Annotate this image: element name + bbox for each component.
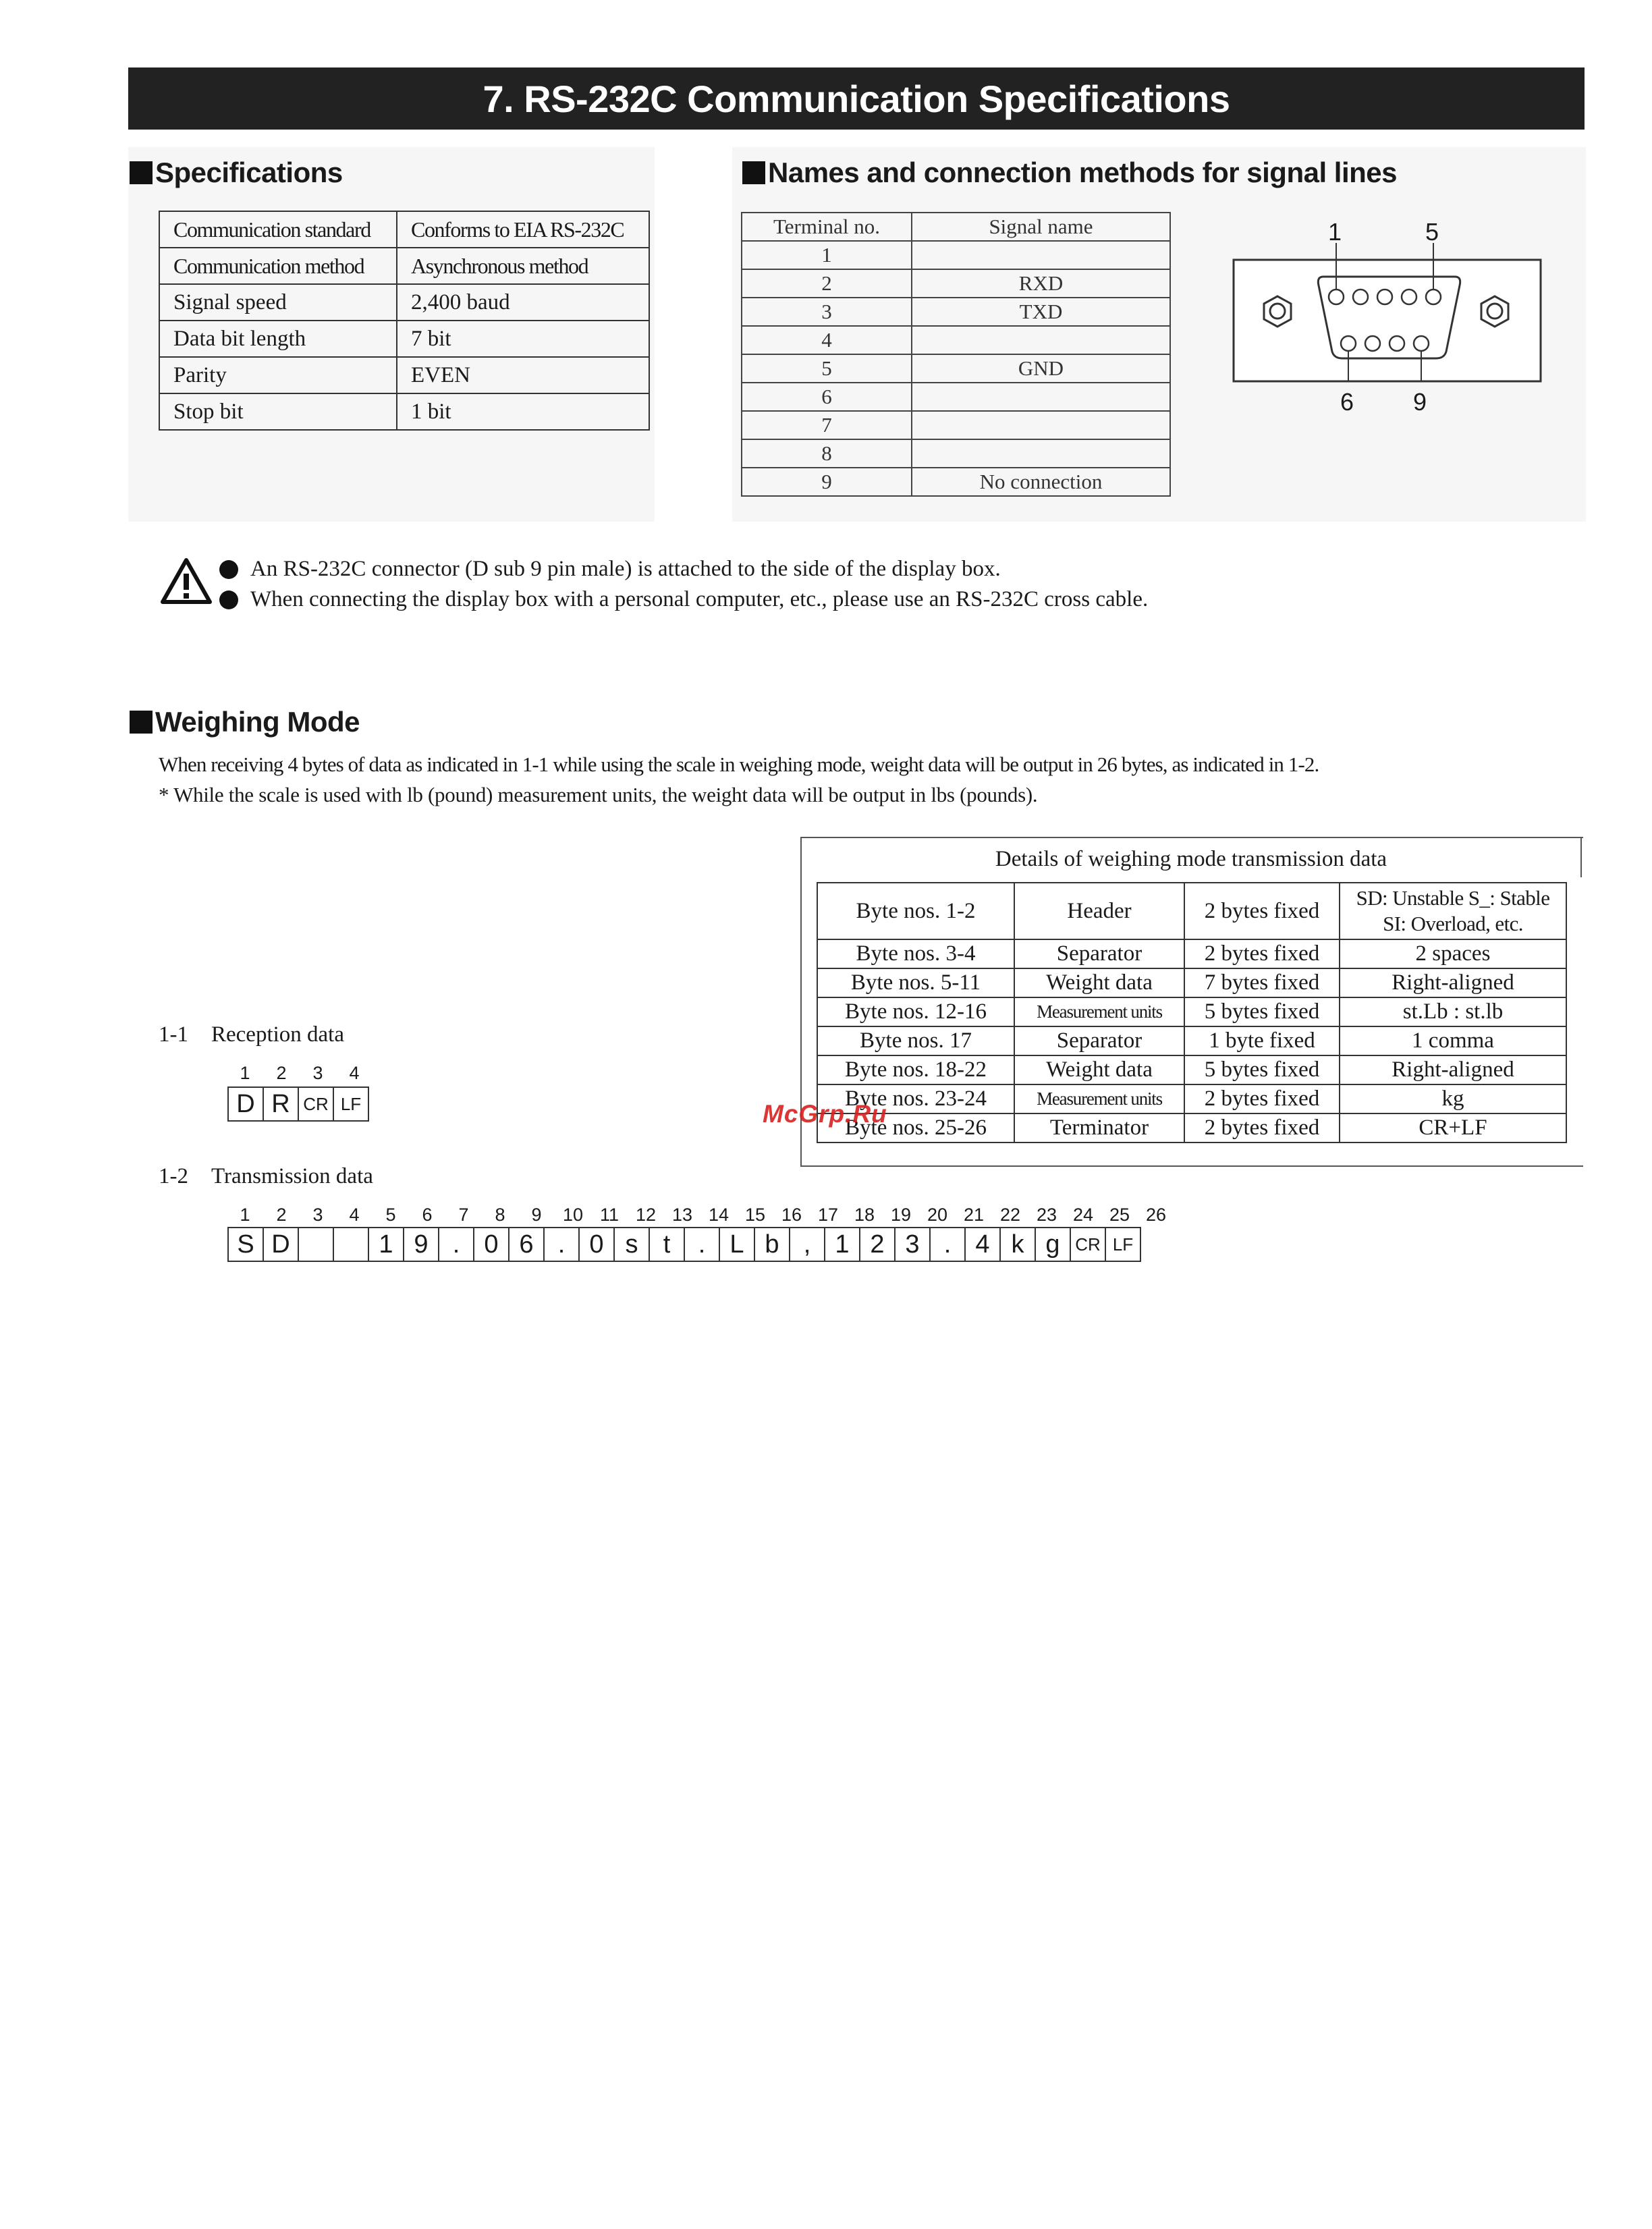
note-item: When connecting the display box with a personal computer, etc., please use an RS-232C cross cable.: [219, 587, 1148, 612]
byte-number: 7: [458, 1205, 469, 1225]
byte-number: 14: [708, 1205, 729, 1225]
byte-number: 22: [999, 1205, 1021, 1225]
byte-cell: 4: [964, 1227, 1001, 1262]
byte-number: 1: [240, 1205, 250, 1225]
title-bar: [128, 67, 1585, 130]
byte-number: 24: [1072, 1205, 1094, 1225]
table-row: 5 GND: [742, 354, 1170, 383]
byte-cell: L: [719, 1227, 755, 1262]
dsub9-connector-diagram: [1227, 219, 1544, 422]
bullet-square-icon: [742, 161, 765, 184]
byte-number: 6: [422, 1205, 433, 1225]
byte-cell: 9: [403, 1227, 439, 1262]
table-row: 6: [742, 383, 1170, 411]
table-row: Parity EVEN: [159, 357, 649, 393]
table-row: Byte nos. 5-11 Weight data 7 bytes fixed Right-aligned: [817, 968, 1566, 997]
bullet-square-icon: [130, 711, 153, 734]
byte-number: 15: [744, 1205, 766, 1225]
byte-number: 4: [349, 1205, 360, 1225]
transmission-byte-numbers: [227, 1205, 1175, 1226]
pin-label-9: 9: [1413, 388, 1427, 416]
byte-number: 5: [385, 1205, 396, 1225]
byte-cell: k: [999, 1227, 1036, 1262]
weighing-mode-note: * While the scale is used with lb (pound) measurement units, the weight data will be output in lbs (pounds).: [159, 783, 1038, 806]
pin-label-5: 5: [1425, 218, 1439, 246]
byte-cell: .: [929, 1227, 966, 1262]
table-row: Byte nos. 17 Separator 1 byte fixed 1 comma: [817, 1026, 1566, 1055]
dsub9-connector-icon: [1227, 219, 1544, 422]
transmission-details-table: [817, 882, 1567, 1143]
byte-number: 11: [599, 1205, 620, 1225]
byte-cell: D: [227, 1086, 264, 1122]
reception-bytes: [229, 1086, 369, 1122]
signals-heading: Names and connection methods for signal lines: [742, 157, 1397, 189]
byte-number: 21: [963, 1205, 985, 1225]
table-row: Data bit length 7 bit: [159, 321, 649, 357]
table-row: Communication standard Conforms to EIA RS-232C: [159, 211, 649, 248]
byte-cell: 0: [473, 1227, 510, 1262]
table-header-row: Terminal no. Signal name: [742, 213, 1170, 241]
transmission-label: Transmission data: [211, 1164, 373, 1188]
watermark: McGrp.Ru: [763, 1100, 887, 1128]
table-row: Signal speed 2,400 baud: [159, 284, 649, 321]
page-title: 7. RS-232C Communication Specifications: [483, 77, 1230, 120]
bullet-icon: [219, 590, 238, 609]
byte-number: 9: [531, 1205, 542, 1225]
bullet-square-icon: [130, 161, 153, 184]
byte-cell: [333, 1227, 369, 1262]
table-row: Byte nos. 3-4 Separator 2 bytes fixed 2 spaces: [817, 939, 1566, 968]
byte-cell: ,: [789, 1227, 825, 1262]
signal-lines-table: [741, 212, 1171, 497]
byte-cell: s: [613, 1227, 650, 1262]
byte-number: 19: [890, 1205, 912, 1225]
reception-byte-numbers: 1 2 3 4: [240, 1063, 360, 1083]
specifications-table: [159, 211, 650, 431]
byte-number: 25: [1109, 1205, 1130, 1225]
byte-cell: CR: [1070, 1227, 1106, 1262]
byte-cell: .: [684, 1227, 720, 1262]
byte-number: 18: [854, 1205, 875, 1225]
byte-cell: 2: [859, 1227, 896, 1262]
byte-number: 3: [312, 1205, 323, 1225]
byte-number: 12: [635, 1205, 657, 1225]
byte-number: 17: [817, 1205, 839, 1225]
table-row: Stop bit 1 bit: [159, 393, 649, 430]
byte-cell: S: [227, 1227, 264, 1262]
byte-cell: CR: [298, 1086, 334, 1122]
weighing-mode-description: When receiving 4 bytes of data as indicated in 1-1 while using the scale in weighing mode, weight data will be output in 26 bytes, as indicated in 1-2.: [159, 752, 1319, 776]
details-caption: Details of weighing mode transmission data: [995, 847, 1387, 871]
pin-label-1: 1: [1328, 218, 1342, 246]
reception-label-number: 1-1: [159, 1022, 188, 1047]
byte-cell: D: [263, 1227, 299, 1262]
byte-cell: 1: [368, 1227, 404, 1262]
note-item: An RS-232C connector (D sub 9 pin male) is attached to the side of the display box.: [219, 557, 1001, 582]
byte-cell: 3: [894, 1227, 931, 1262]
table-row: 2 RXD: [742, 269, 1170, 298]
table-row: Byte nos. 1-2 Header 2 bytes fixed SD: Unstable S_: Stable SI: Overload, etc.: [817, 883, 1566, 939]
pin-label-6: 6: [1340, 388, 1354, 416]
transmission-bytes: [229, 1227, 1141, 1262]
byte-cell: g: [1035, 1227, 1071, 1262]
byte-cell: .: [543, 1227, 580, 1262]
byte-number: 2: [276, 1205, 287, 1225]
table-row: 7: [742, 411, 1170, 439]
table-row: 4: [742, 326, 1170, 354]
specifications-heading: Specifications: [130, 157, 343, 189]
bullet-icon: [219, 560, 238, 579]
byte-number: 26: [1145, 1205, 1167, 1225]
table-row: Byte nos. 18-22 Weight data 5 bytes fixed Right-aligned: [817, 1055, 1566, 1084]
byte-cell: LF: [1105, 1227, 1141, 1262]
weighing-mode-heading: Weighing Mode: [130, 706, 360, 738]
reception-label: Reception data: [211, 1022, 345, 1047]
byte-cell: 6: [508, 1227, 545, 1262]
byte-cell: [298, 1227, 334, 1262]
byte-number: 23: [1036, 1205, 1057, 1225]
table-row: Byte nos. 23-24 Measurement units 2 bytes fixed kg: [817, 1084, 1566, 1113]
byte-cell: R: [263, 1086, 299, 1122]
byte-number: 13: [671, 1205, 693, 1225]
byte-cell: 0: [578, 1227, 615, 1262]
table-row: Byte nos. 25-26 Terminator 2 bytes fixed CR+LF: [817, 1113, 1566, 1143]
table-row: 9 No connection: [742, 468, 1170, 496]
table-row: Communication method Asynchronous method: [159, 248, 649, 284]
warning-icon: [161, 557, 212, 605]
byte-number: 20: [927, 1205, 948, 1225]
byte-number: 10: [562, 1205, 584, 1225]
byte-cell: t: [649, 1227, 685, 1262]
table-row: 1: [742, 241, 1170, 269]
table-row: 8: [742, 439, 1170, 468]
byte-cell: 1: [824, 1227, 860, 1262]
table-row: 3 TXD: [742, 298, 1170, 326]
table-row: Byte nos. 12-16 Measurement units 5 bytes fixed st.Lb : st.lb: [817, 997, 1566, 1026]
byte-cell: LF: [333, 1086, 369, 1122]
byte-number: 16: [781, 1205, 802, 1225]
transmission-label-number: 1-2: [159, 1164, 188, 1188]
byte-number: 8: [495, 1205, 505, 1225]
byte-cell: b: [754, 1227, 790, 1262]
byte-cell: .: [438, 1227, 474, 1262]
